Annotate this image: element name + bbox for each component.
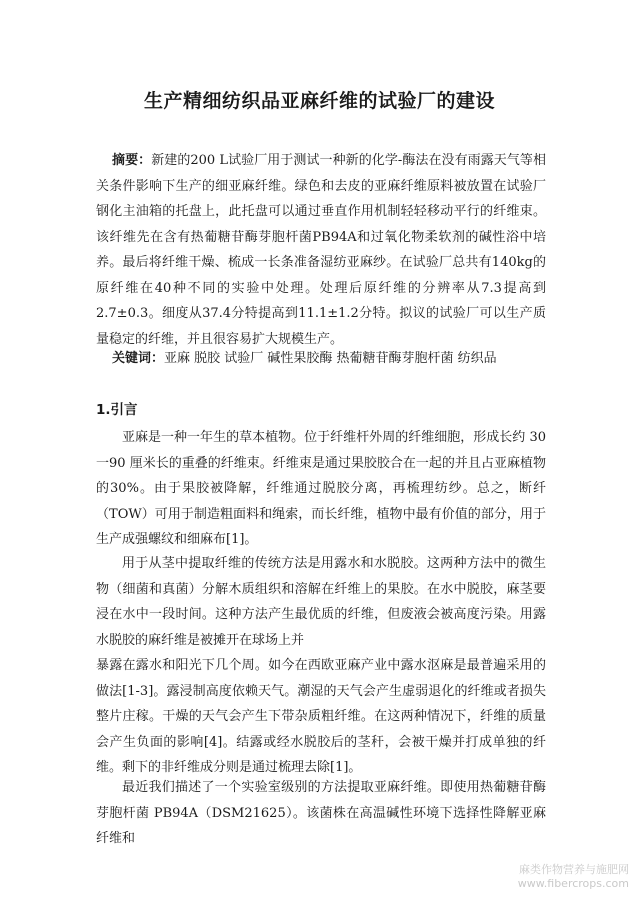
section-heading: 1.引言 xyxy=(96,402,138,418)
keywords-text: 亚麻 脱胶 试验厂 碱性果胶酶 热葡糖苷酶芽胞杆菌 纺织品 xyxy=(164,351,497,366)
paragraph-2-part-1: 用于从茎中提取纤维的传统方法是用露水和水脱胶。这两种方法中的微生物（细菌和真菌）分解木质组织和溶解在纤维上的果胶。在水中脱胶，麻茎要浸在水中一段时间。这种方法产生最优质的纤维，但废液会被高度污染。用露水脱胶的麻纤维是被摊开在球场上并 xyxy=(96,556,546,648)
keywords xyxy=(96,346,546,372)
abstract-text: 新建的200 L试验厂用于测试一种新的化学-酶法在没有雨露天气等相关条件影响下生产的细亚麻纤维。绿色和去皮的亚麻纤维原料被放置在试验厂钢化主油箱的托盘上，此托盘可以通过垂直作用机制轻轻移动平行的纤维束。该纤维先在含有热葡糖苷酶芽胞杆菌PB94A和过氧化物柔软剂的碱性浴中培养。最后将纤维干燥、梳成一长条准备湿纺亚麻纱。在试验厂总共有140kg的原纤维在40种不同的实验中处理。处理后原纤维的分辨率从7.3提高到2.7±0.3。细度从37.4分特提高到11.1±1.2分特。拟议的试验厂可以生产质量稳定的纤维，并且很容易扩大规模生产。 xyxy=(96,153,546,347)
keywords-label: 关键词： xyxy=(112,351,165,366)
watermark-url: www.fibercrops.com xyxy=(517,877,629,890)
paragraph-introduction-2 xyxy=(96,551,546,781)
paragraph-introduction-3: 最近我们描述了一个实验室级别的方法提取亚麻纤维。即使用热葡糖苷酶芽胞杆菌 PB94A（DSM21625）。该菌株在高温碱性环境下选择性降解亚麻纤维和 xyxy=(96,780,546,846)
abstract xyxy=(96,148,546,352)
watermark xyxy=(518,863,629,891)
abstract-label: 摘要： xyxy=(112,153,152,168)
watermark-site-name: 麻类作物营养与施肥网 xyxy=(519,863,629,876)
paragraph-2-part-2: 暴露在露水和阳光下几个周。如今在西欧亚麻产业中露水沤麻是最普遍采用的做法[1-3]。露浸制高度依赖天气。潮湿的天气会产生虚弱退化的纤维或者损失整片庄稼。干燥的天气会产生下带杂质粗纤维。在这两种情况下，纤维的质量会产生负面的影响[4]。结露或经水脱胶后的茎秆，会被干燥并打成单独的纤维。剩下的非纤维成分则是通过梳理去除[1]。 xyxy=(96,658,546,775)
document-title: 生产精细纺织品亚麻纤维的试验厂的建设 xyxy=(143,90,495,112)
paragraph-introduction-1: 亚麻是一种一年生的草本植物。位于纤维杆外周的纤维细胞，形成长约 30一90 厘米长的重叠的纤维束。纤维束是通过果胶胶合在一起的并且占亚麻植物的30%。由于果胶被降解，纤维通过脱胶分离，再梳理纺纱。总之，断纤（TOW）可用于制造粗面料和绳索，而长纤维，植物中最有价值的部分，用于生产成强螺纹和细麻布[1]。 xyxy=(96,430,546,547)
